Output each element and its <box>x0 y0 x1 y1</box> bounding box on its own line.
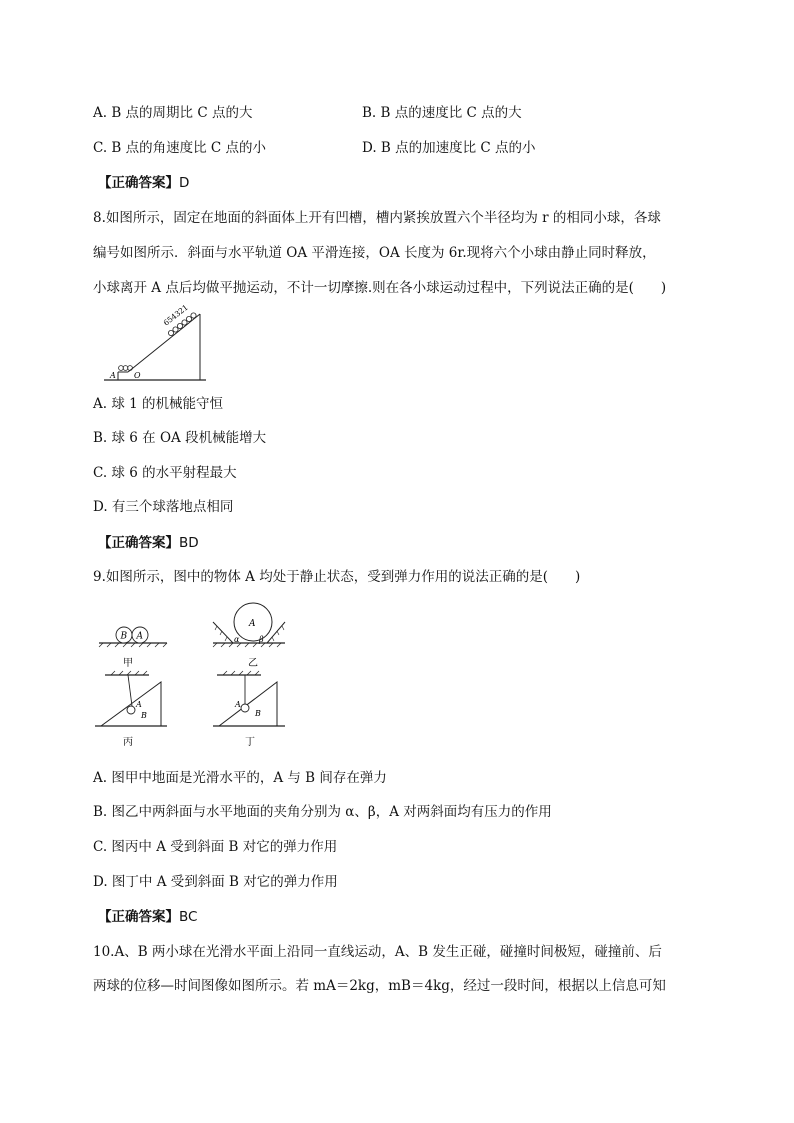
answer-label: 【正确答案】 <box>98 175 179 191</box>
q8-option-a: A. 球 1 的机械能守恒 <box>93 396 224 412</box>
answer-label: 【正确答案】 <box>98 535 179 551</box>
incline-b <box>101 682 161 726</box>
label-a: A <box>136 631 143 642</box>
q7-option-b: B. B 点的速度比 C 点的大 <box>362 105 522 121</box>
point-o-label: O <box>134 371 141 380</box>
label-alpha: α <box>234 635 240 644</box>
q8-stem-line-3: 小球离开 A 点后均做平抛运动，不计一切摩擦.则在各小球运动过程中，下列说法正确的是( ) <box>93 280 667 296</box>
q7-option-a: A. B 点的周期比 C 点的大 <box>93 105 253 121</box>
q7-answer <box>98 174 189 192</box>
q8-stem-line-2: 编号如图所示．斜面与水平轨道 OA 平滑连接，OA 长度为 6r.现将六个小球由静止同时释放， <box>93 245 656 261</box>
caption-ding: 丁 <box>245 737 255 748</box>
q9-figures <box>95 600 295 750</box>
q9-option-a: A. 图甲中地面是光滑水平的，A 与 B 间存在弹力 <box>93 770 387 786</box>
caption-bing: 丙 <box>123 737 133 748</box>
q9-option-b: B. 图乙中两斜面与水平地面的夹角分别为 α、β，A 对两斜面均有压力的作用 <box>93 804 552 820</box>
label-b: B <box>255 709 261 718</box>
label-a: A <box>235 700 241 709</box>
q7-option-d: D. B 点的加速度比 C 点的小 <box>362 140 536 156</box>
q8-incline-figure <box>100 302 210 384</box>
label-a: A <box>136 700 142 709</box>
incline-b <box>219 682 277 726</box>
q9-answer <box>98 908 197 926</box>
q9-stem: 9.如图所示，图中的物体 A 均处于静止状态，受到弹力作用的说法正确的是( ) <box>93 569 581 585</box>
figure-bing <box>95 671 167 748</box>
label-beta: β <box>259 635 264 644</box>
q8-stem-line-1: 8.如图所示，固定在地面的斜面体上开有凹槽，槽内紧挨放置六个半径均为 r 的相同小球，各球 <box>93 210 661 226</box>
answer-value: BD <box>179 535 199 551</box>
figure-jia <box>99 627 167 669</box>
q8-option-b: B. 球 6 在 OA 段机械能增大 <box>93 430 267 446</box>
label-b: B <box>141 711 147 720</box>
ball-a <box>241 704 249 712</box>
q9-option-c: C. 图丙中 A 受到斜面 B 对它的弹力作用 <box>93 839 338 855</box>
answer-label: 【正确答案】 <box>98 909 179 925</box>
answer-value: D <box>179 175 190 191</box>
caption-yi: 乙 <box>248 658 258 669</box>
label-a: A <box>249 619 256 629</box>
answer-value: BC <box>179 909 198 925</box>
label-b: B <box>120 631 128 642</box>
ball-a <box>127 706 135 714</box>
q8-option-c: C. 球 6 的水平射程最大 <box>93 465 237 481</box>
left-slope <box>213 622 233 643</box>
caption-jia: 甲 <box>123 658 133 669</box>
q7-option-c: C. B 点的角速度比 C 点的小 <box>93 140 267 156</box>
q8-answer <box>98 534 199 552</box>
q9-option-d: D. 图丁中 A 受到斜面 B 对它的弹力作用 <box>93 874 338 890</box>
ball-number-labels: 654321 <box>161 302 190 328</box>
q10-stem-line-2: 两球的位移—时间图像如图所示。若 mA＝2kg，mB＝4kg，经过一段时间，根据以上信息可知 <box>93 978 666 994</box>
point-a-label: A <box>110 371 116 380</box>
figure-yi <box>213 603 285 669</box>
rope <box>128 675 132 706</box>
figure-ding <box>213 671 285 748</box>
q10-stem-line-1: 10.A、B 两小球在光滑水平面上沿同一直线运动，A、B 发生正碰，碰撞时间极短，碰撞前、后 <box>93 944 662 960</box>
q8-option-d: D. 有三个球落地点相同 <box>93 499 234 515</box>
